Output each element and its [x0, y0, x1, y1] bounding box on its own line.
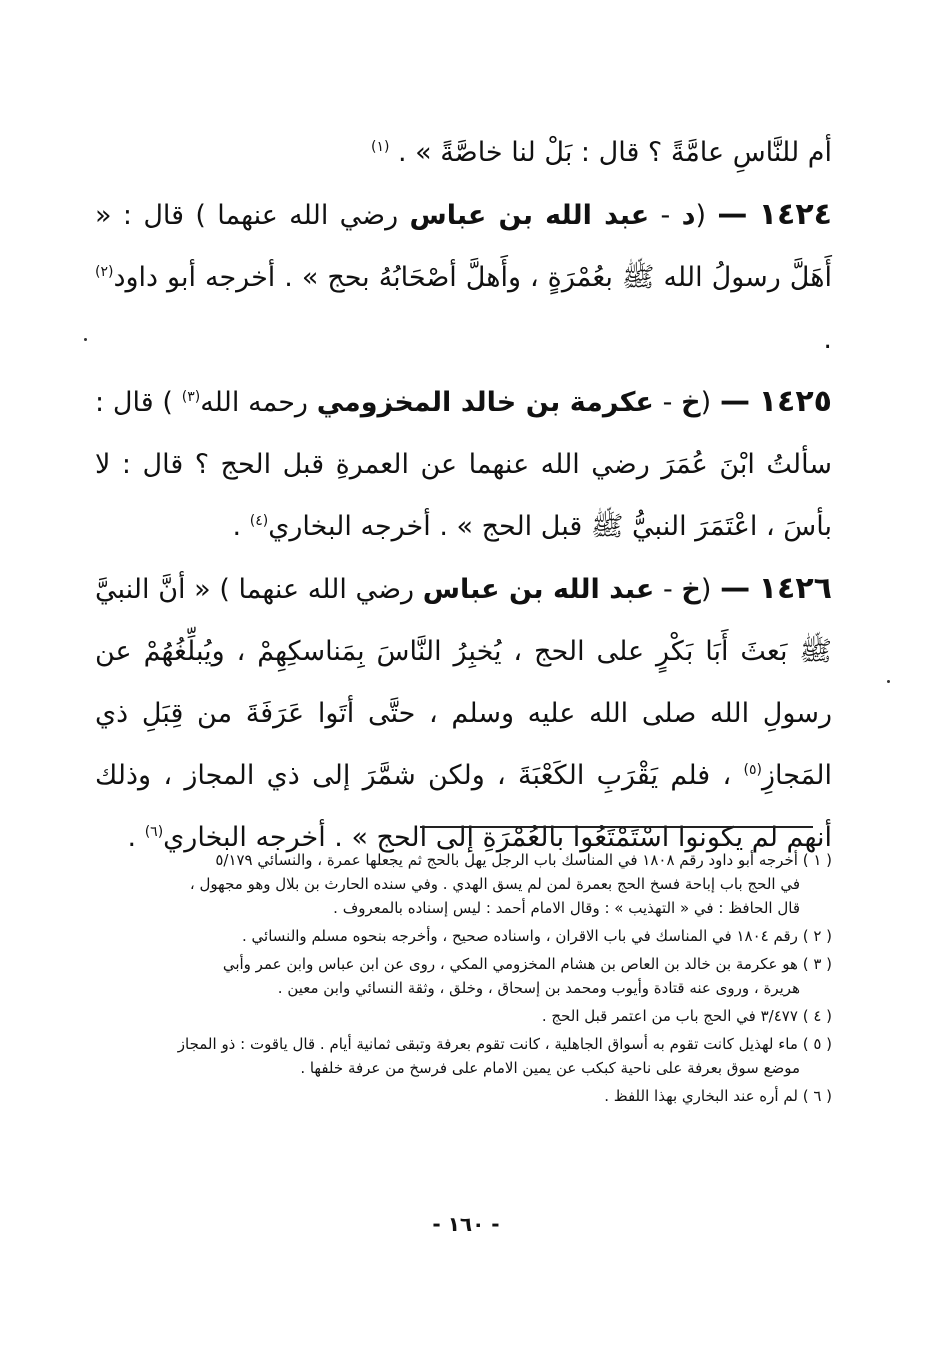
scan-speck	[887, 680, 890, 683]
footnote-text: ٣/٤٧٧ في الحج باب من اعتمر قبل الحج .	[541, 1007, 798, 1025]
hadith-1426: ١٤٢٦ — (خ - عبد الله بن عباس رضي الله عنهما ) « أنَّ النبيَّ ﷺ بَعثَ أَبَا بَكْرٍ على الحج ، يُخبِرُ النَّاسَ بِمَناسكِهِمْ ، ويُبلِّغُهُمْ عن رسولِ الله صلى الله عليه وسلم ، حتَّى أتَوا عَرَفَةَ من قِبَلِ ذي المَجازِ$^{(٥)}$ ، فلم يَقْرَبِ الكَعْبَةَ ، ولكن شمَّرَ إلى ذي المجاز ، وذلك أنهم لم يكونوا اسْتَمْتَعُوا بالعُمْرَةِ إلى الحج » . أخرجه البخاري$^{(٦)}$ .	[95, 571, 832, 853]
footnote-text: قال الحافظ : في « التهذيب » : وقال الامام أحمد : ليس إسناده بالمعروف .	[333, 899, 800, 917]
footnotes-section	[92, 848, 832, 1112]
hadith-1425: ١٤٢٥ — (خ - عكرمة بن خالد المخزومي رحمه الله$^{(٣)}$ ) قال : سألتُ ابْنَ عُمَرَ رضي الله عنهما عن العمرةِ قبل الحج ؟ قال : لا بأسَ ، اعْتَمَرَ النبيُّ ﷺ قبل الحج » . أخرجه البخاري$^{(٤)}$ .	[95, 384, 832, 542]
open-paren: (	[700, 387, 712, 418]
footnote-mark: ( ٢ )	[802, 927, 832, 945]
hadith-text: رضي الله عنهما ) قال : « أَهَلَّ رسولُ الله ﷺ بعُمْرَةٍ ، وأَهلَّ أصْحَابُهُ بحج » . أخرجه أبو داود	[95, 200, 832, 293]
footnote-text: أخرجه أبو داود رقم ١٨٠٨ في المناسك باب الرجل يهل بالحج ثم يجعلها عمرة ، والنسائي ٥/١٧٩	[215, 851, 798, 869]
narrator-name: عبد الله بن عباس	[409, 200, 650, 231]
footnote-ref: (٦)	[144, 824, 164, 840]
footnote-mark: ( ١ )	[802, 851, 832, 869]
open-paren: (	[700, 574, 712, 605]
footnote-mark: ( ٥ )	[802, 1035, 832, 1053]
footnote-line	[92, 1032, 832, 1056]
hadith-1424: ١٤٢٤ — (د - عبد الله بن عباس رضي الله عنهما ) قال : « أَهَلَّ رسولُ الله ﷺ بعُمْرَةٍ ، وأَهلَّ أصْحَابُهُ بحج » . أخرجه أبو داود$^{(٢)}$ .	[95, 197, 832, 355]
hadith-text-continued: ، فلم يَقْرَبِ الكَعْبَةَ ، ولكن شمَّرَ إلى ذي المجاز ، وذلك أنهم لم يكونوا اسْتَمْتَعُوا بالعُمْرَةِ إلى الحج » . أخرجه البخاري	[95, 760, 832, 853]
footnote-mark: ( ٣ )	[802, 955, 832, 973]
footnote-3	[92, 952, 832, 1000]
footnote-separator	[420, 826, 813, 828]
end-mark: .	[823, 324, 832, 355]
footnote-ref: (١)	[370, 139, 390, 155]
footnote-text: هريرة ، وروى عنه قتادة وأيوب ومحمد بن إسحاق ، وخلق ، وثقة النسائي وابن معين .	[277, 979, 800, 997]
hadith-number: ١٤٢٦	[758, 571, 832, 606]
footnote-text: رقم ١٨٠٤ في المناسك في باب الاقران ، واسناده صحيح ، وأخرجه بنحوه مسلم والنسائي .	[242, 927, 798, 945]
footnote-text: في الحج باب إباحة فسخ الحج بعمرة لمن لم يسق الهدي . وفي سنده الحارث بن بلال وهو مجهول ،	[189, 875, 800, 893]
hadith-dash: —	[717, 197, 748, 232]
hadith-dash: —	[719, 384, 750, 419]
footnote-ref: (٤)	[249, 513, 269, 529]
footnote-line	[92, 1004, 832, 1028]
footnote-line	[92, 952, 832, 976]
hadith-number: ١٤٢٤	[758, 197, 832, 232]
main-text	[95, 122, 832, 869]
footnote-ref: (٢)	[95, 264, 114, 280]
end-mark: .	[232, 511, 242, 542]
source-code: خ	[681, 574, 701, 605]
footnote-line	[92, 1084, 832, 1108]
footnote-4	[92, 1004, 832, 1028]
hadith-text: رضي الله عنهما ) « أنَّ النبيَّ ﷺ بَعثَ أَبَا بَكْرٍ على الحج ، يُخبِرُ النَّاسَ بِمَناسكِهِمْ ، ويُبلِّغُهُمْ عن رسولِ الله صلى الله عليه وسلم ، حتَّى أتَوا عَرَفَةَ من قِبَلِ ذي المَجازِ	[95, 574, 832, 791]
paragraph-text: أم للنَّاسِ عامَّةً ؟ قال : بَلْ لنا خاصَّةً » .	[389, 137, 832, 168]
end-mark: .	[127, 822, 137, 853]
narrator-name: عبد الله بن عباس	[422, 574, 655, 605]
footnote-6	[92, 1084, 832, 1108]
hadith-text-continued: ) قال : سألتُ ابْنَ عُمَرَ رضي الله عنهما عن العمرةِ قبل الحج ؟ قال : لا بأسَ ، اعْتَمَرَ النبيُّ ﷺ قبل الحج » . أخرجه البخاري	[95, 387, 832, 542]
footnote-mark: ( ٦ )	[802, 1087, 832, 1105]
footnote-text: ماء لهذيل كانت تقوم به أسواق الجاهلية ، كانت تقوم بعرفة وتبقى ثمانية أيام . قال ياقوت : ذو المجاز	[177, 1035, 798, 1053]
footnote-line	[92, 848, 832, 872]
hadith-number: ١٤٢٥	[758, 384, 832, 419]
source-code: د	[681, 200, 696, 231]
scan-speck	[84, 338, 87, 341]
hadith-text: رحمه الله	[200, 387, 308, 418]
hadith-dash: —	[720, 571, 751, 606]
footnote-5	[92, 1032, 832, 1080]
open-paren: (	[695, 200, 707, 231]
footnote-ref: (٥)	[743, 762, 762, 778]
footnote-text: لم أره عند البخاري بهذا اللفظ .	[604, 1087, 798, 1105]
footnote-text: موضع سوق بعرفة على ناحية كبكب عن يمين الامام على فرسخ من عرفة خلفها .	[300, 1059, 800, 1077]
footnote-text: هو عكرمة بن خالد بن العاص بن هشام المخزومي المكي ، روى عن ابن عباس وابن عمر وأبي	[222, 955, 798, 973]
narrator-name: عكرمة بن خالد المخزومي	[316, 387, 654, 418]
continuation-paragraph	[95, 122, 832, 184]
page-number: - ١٦٠ -	[432, 1212, 500, 1236]
footnote-2	[92, 924, 832, 948]
footnote-ref: (٣)	[181, 389, 201, 405]
footnote-line	[92, 924, 832, 948]
footnote-mark: ( ٤ )	[802, 1007, 832, 1025]
footnote-1	[92, 848, 832, 920]
source-code: خ	[681, 387, 701, 418]
